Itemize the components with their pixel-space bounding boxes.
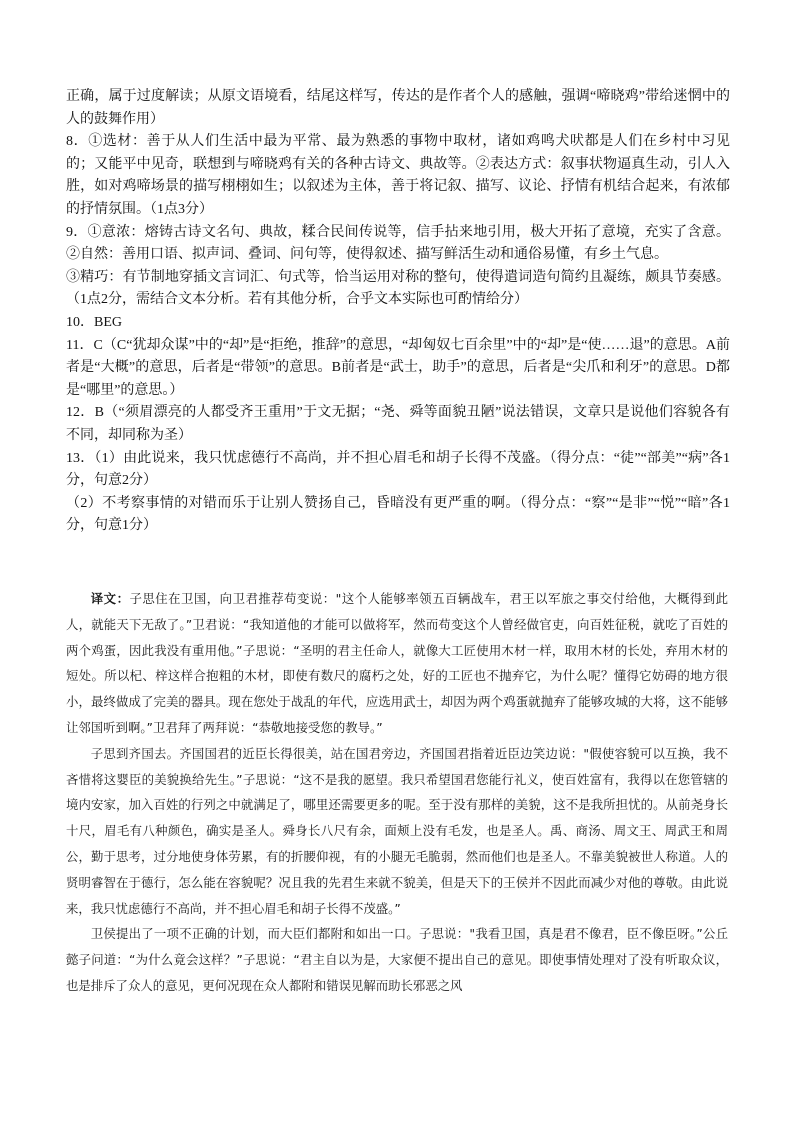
answer-13-part-1: 13．（1）由此说来，我只忧虑德行不高尚，并不担心眉毛和胡子长得不茂盛。（得分点：“徒”“部美”“病”各1分，句意2分） xyxy=(66,450,730,489)
answer-8: 8．①选材：善于从人们生活中最为平常、最为熟悉的事物中取材，诸如鸡鸣犬吠都是人们在乡村中习见的；又能平中见奇，联想到与啼晓鸡有关的各种古诗文、典故等。②表达方式：叙事状物逼真生动，引人入胜，如对鸡啼场景的描写栩栩如生；以叙述为主体，善于将记叙、描写、议论、抒情有机结合起来，有浓郁的抒情氛围。（1点3分） xyxy=(66,134,730,217)
answer-key-section xyxy=(66,86,730,538)
answer-9-continued: ③精巧：有节制地穿插文言词汇、句式等，恰当运用对称的整句，使得遣词造句简约且凝练，颇具节奏感。（1点2分，需结合文本分析。若有其他分析，合乎文本实际也可酌情给分） xyxy=(66,269,730,308)
answer-11: 11．C（C“犹却众谋”中的“却”是“拒绝，推辞”的意思，“却匈奴七百余里”中的“却”是“使……退”的意思。A前者是“大概”的意思，后者是“带领”的意思。B前者是“武士，助手”的意思，后者是“尖爪和利牙”的意思。D都是“哪里”的意思。） xyxy=(66,337,730,398)
translation-label: 译文： xyxy=(90,591,130,606)
translation-paragraph xyxy=(66,586,728,741)
answer-10: 10．BEG xyxy=(66,314,122,330)
translation-section xyxy=(66,586,728,999)
translation-paragraph: 子思到齐国去。齐国国君的近臣长得很美，站在国君旁边，齐国国君指着近臣边笑边说："假使容貌可以互换，我不吝惜将这婴臣的美貌换给先生。”子思说：“这不是我的愿望。我只希望国君您能行礼义，使百姓富有，我得以在您管辖的境内安家，加入百姓的行列之中就满足了，哪里还需要更多的呢。至于没有那样的美貌，这不是我所担忧的。从前尧身长十尺，眉毛有八种颜色，确实是圣人。舜身长八尺有余，面颊上没有毛发，也是圣人。禹、商汤、周文王、周武王和周公，勤于思考，过分地使身体劳累，有的折腰仰视，有的小腿无毛脆弱，然而他们也是圣人。不靠美貌被世人称道。人的贤明睿智在于德行，怎么能在容貌呢？况且我的先君生来就不貌美，但是天下的王侯并不因此而减少对他的尊敬。由此说来，我只忧虑德行不高尚，并不担心眉毛和胡子长得不茂盛。” xyxy=(66,745,728,916)
answer-13-part-2: （2）不考察事情的对错而乐于让别人赞扬自己，昏暗没有更严重的啊。（得分点：“察”“是非”“悦”“暗”各1分，句意1分） xyxy=(66,495,730,534)
answer-12: 12．B（“须眉漂亮的人都受齐王重用”于文无据；“尧、舜等面貌丑陋”说法错误，文章只是说他们容貌各有不同，却同称为圣） xyxy=(66,405,730,443)
answer-7-continuation: 正确，属于过度解读；从原文语境看，结尾这样写，传达的是作者个人的感触，强调“啼晓鸡”带给迷惘中的人的鼓舞作用） xyxy=(66,89,730,127)
translation-paragraph: 卫侯提出了一项不正确的计划，而大臣们都附和如出一口。子思说："我看卫国，真是君不像君，臣不像臣呀。”公丘懿子问道：“为什么竟会这样？”子思说：“君主自以为是，大家便不提出自己的意见。即使事情处理对了没有听取众议，也是排斥了众人的意见，更何况现在众人都附和错误见解而助长邪恶之风 xyxy=(66,926,728,993)
translation-paragraph-text: 子思住在卫国，向卫君推荐苟变说："这个人能够率领五百辆战车，君王以军旅之事交付给他，大概得到此人，就能天下无敌了。”卫君说：“我知道他的才能可以做将军，然而苟变这个人曾经做官吏，向百姓征税，就吃了百姓的两个鸡蛋，因此我没有重用他。”子思说：“圣明的君主任命人，就像大工匠使用木材一样，取用木材的长处，弃用木材的短处。所以杞、梓这样合抱粗的木材，即使有数尺的腐朽之处，好的工匠也不抛弃它，为什么呢？懂得它妨碍的地方很小，最终做成了完美的器具。现在您处于战乱的年代，应选用武士，却因为两个鸡蛋就抛弃了能够攻城的大将，这不能够让邻国听到啊。”卫君拜了两拜说：“恭敬地接受您的教导。” xyxy=(66,591,729,735)
answer-9: 9．①意浓：熔铸古诗文名句、典故，糅合民间传说等，信手拈来地引用，极大开拓了意境，充实了含意。②自然：善用口语、拟声词、叠词、问句等，使得叙述、描写鲜活生动和通俗易懂，有乡土气息。 xyxy=(66,224,730,263)
